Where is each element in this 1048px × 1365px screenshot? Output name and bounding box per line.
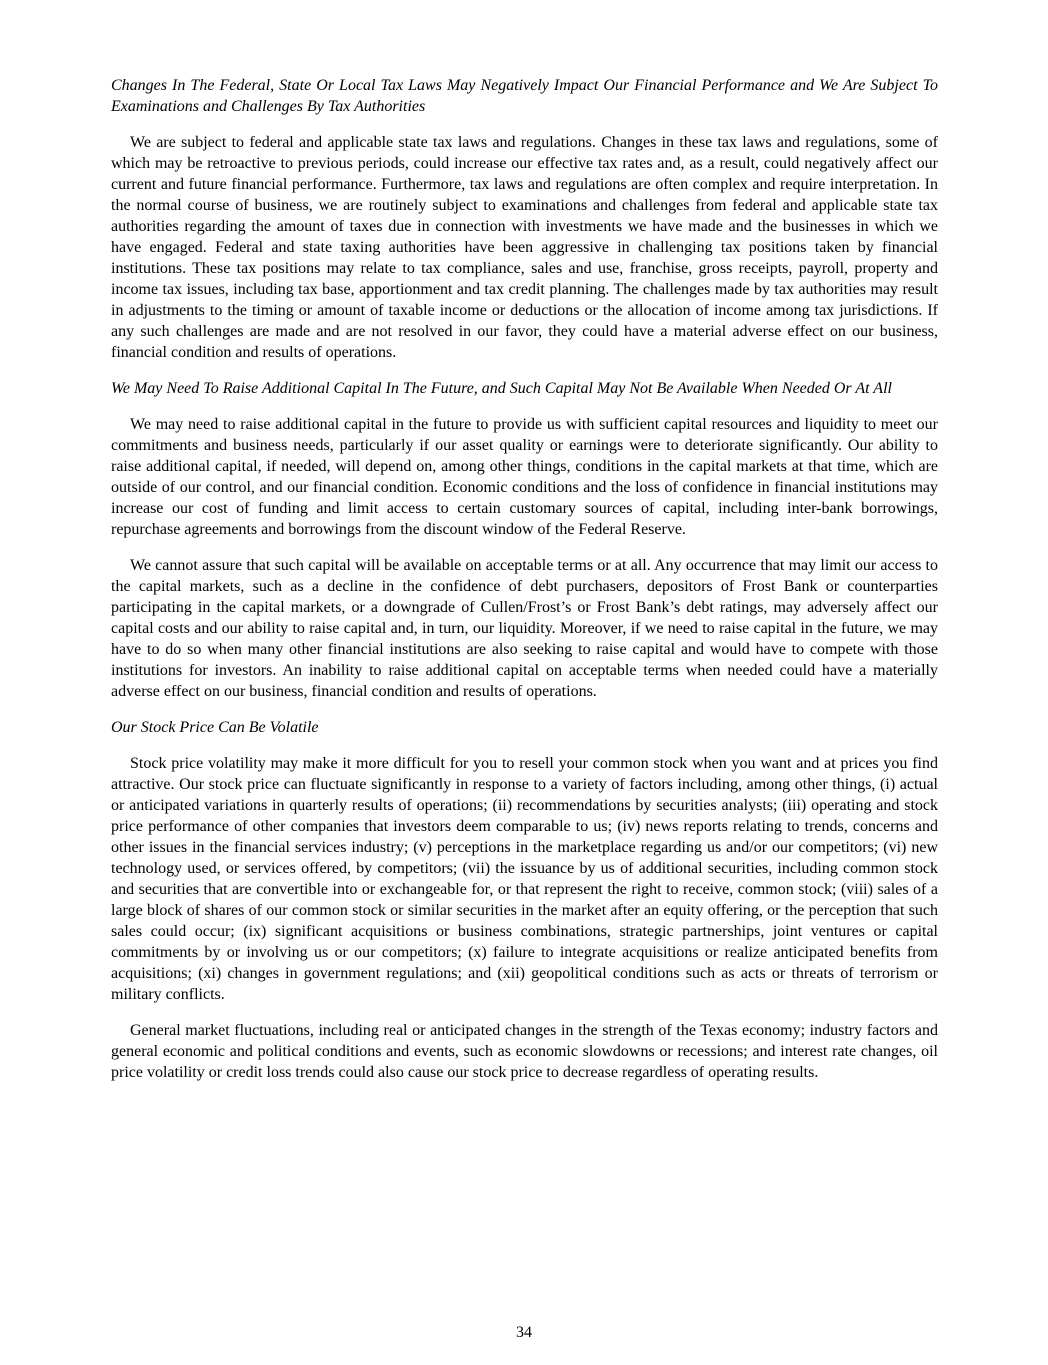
paragraph-tax-laws: We are subject to federal and applicable state tax laws and regulations. Changes in these tax laws and regulations, some of which may be retroactive to previous periods, could increase our effective tax rates and, as a result, could negatively affect our current and future financial performance. Furthermore, tax laws and regulations are often complex and require interpretation. In the normal course of business, we are routinely subject to examinations and challenges from federal and applicable state tax authorities regarding the amount of taxes due in connection with investments we have made and the businesses in which we have engaged. Federal and state taxing authorities have been aggressive in challenging tax positions taken by financial institutions. These tax positions may relate to tax compliance, sales and use, franchise, gross receipts, payroll, property and income tax issues, including tax base, apportionment and tax credit planning. The challenges made by tax authorities may result in adjustments to the timing or amount of taxable income or deductions or the allocation of income among tax jurisdictions. If any such challenges are made and are not resolved in our favor, they could have a material adverse effect on our business, financial condition and results of operations. (111, 134, 938, 361)
paragraph-capital-availability: We cannot assure that such capital will be available on acceptable terms or at all. Any occurrence that may limit our access to the capital markets, such as a decline in the confidence of debt purchasers, depositors of Frost Bank or counterparties participating in the capital markets, or a downgrade of Cullen/Frost’s or Frost Bank’s debt ratings, may adversely affect our capital costs and our ability to raise capital and, in turn, our liquidity. Moreover, if we need to raise capital in the future, we may have to do so when many other financial institutions are also seeking to raise capital and would have to compete with those institutions for investors. An inability to raise additional capital on acceptable terms when needed could have a materially adverse effect on our business, financial condition and results of operations. (111, 557, 938, 700)
section-heading-stock-price: Our Stock Price Can Be Volatile (111, 719, 319, 736)
page-content (111, 75, 938, 1098)
section-heading-additional-capital: We May Need To Raise Additional Capital In The Future, and Such Capital May Not Be Available When Needed Or At All (111, 380, 892, 397)
paragraph-market-fluctuations: General market fluctuations, including real or anticipated changes in the strength of the Texas economy; industry factors and general economic and political conditions and events, such as economic slowdowns or recessions; and interest rate changes, oil price volatility or credit loss trends could also cause our stock price to decrease regardless of operating results. (111, 1022, 938, 1081)
page-number: 34 (516, 1324, 532, 1341)
paragraph-stock-volatility: Stock price volatility may make it more difficult for you to resell your common stock when you want and at prices you find attractive. Our stock price can fluctuate significantly in response to a variety of factors including, among other things, (i) actual or anticipated variations in quarterly results of operations; (ii) recommendations by securities analysts; (iii) operating and stock price performance of other companies that investors deem comparable to us; (iv) news reports relating to trends, concerns and other issues in the financial services industry; (v) perceptions in the marketplace regarding us and/or our competitors; (vi) new technology used, or services offered, by competitors; (vii) the issuance by us of additional securities, including common stock and securities that are convertible into or exchangeable for, or that represent the right to receive, common stock; (viii) sales of a large block of shares of our common stock or similar securities in the market after an equity offering, or the perception that such sales could occur; (ix) significant acquisitions or business combinations, strategic partnerships, joint ventures or capital commitments by or involving us or our competitors; (x) failure to integrate acquisitions or realize anticipated benefits from acquisitions; (xi) changes in government regulations; and (xii) geopolitical conditions such as acts or threats of terrorism or military conflicts. (111, 755, 938, 1003)
section-heading-tax-laws: Changes In The Federal, State Or Local Tax Laws May Negatively Impact Our Financial Performance and We Are Subject To Examinations and Challenges By Tax Authorities (111, 77, 938, 115)
paragraph-capital-needs: We may need to raise additional capital in the future to provide us with sufficient capital resources and liquidity to meet our commitments and business needs, particularly if our asset quality or earnings were to deteriorate significantly. Our ability to raise additional capital, if needed, will depend on, among other things, conditions in the capital markets at that time, which are outside of our control, and our financial condition. Economic conditions and the loss of confidence in financial institutions may increase our cost of funding and limit access to certain customary sources of capital, including inter-bank borrowings, repurchase agreements and borrowings from the discount window of the Federal Reserve. (111, 416, 938, 538)
